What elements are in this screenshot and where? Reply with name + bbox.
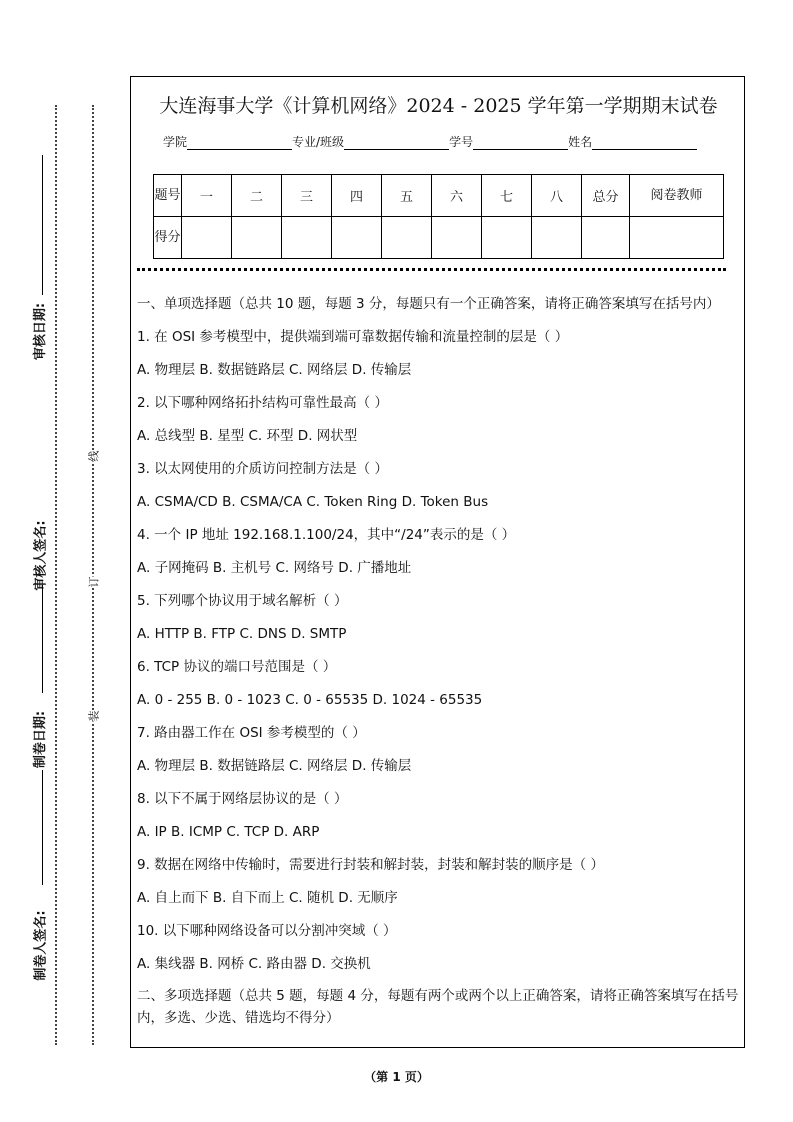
score-cell[interactable] — [382, 217, 432, 259]
major-field[interactable] — [344, 137, 449, 150]
student-info-row — [163, 133, 697, 150]
score-cell[interactable] — [182, 217, 232, 259]
score-cell[interactable] — [532, 217, 582, 259]
score-col-1: 一 — [182, 175, 232, 217]
score-col-2: 二 — [232, 175, 282, 217]
score-col-8: 八 — [532, 175, 582, 217]
paper-date-label: 制卷日期: — [33, 710, 49, 769]
score-cell[interactable] — [282, 217, 332, 259]
question-6: 6. TCP 协议的端口号范围是（ ） — [137, 659, 337, 675]
question-10-options: A. 集线器 B. 网桥 C. 路由器 D. 交换机 — [137, 956, 371, 972]
question-7: 7. 路由器工作在 OSI 参考模型的（ ） — [137, 725, 366, 741]
paper-date-line — [42, 770, 43, 885]
total-score-cell[interactable] — [582, 217, 630, 259]
student-id-field[interactable] — [473, 137, 568, 150]
reviewer-sign-label: 审核人签名: — [33, 520, 49, 591]
score-col-6: 六 — [432, 175, 482, 217]
question-2-options: A. 总线型 B. 星型 C. 环型 D. 网状型 — [137, 428, 358, 444]
score-col-3: 三 — [282, 175, 332, 217]
score-cell[interactable] — [232, 217, 282, 259]
reviewer-sign-line — [42, 585, 43, 693]
paper-maker-sign-label: 制卷人签名: — [33, 910, 49, 981]
binding-dotted-line-right — [92, 105, 94, 1045]
score-table-score-row — [154, 217, 724, 259]
binding-dotted-line-left — [55, 105, 57, 1045]
reviewer-label: 阅卷教师 — [630, 175, 724, 217]
question-8: 8. 以下不属于网络层协议的是（ ） — [137, 791, 348, 807]
score-col-7: 七 — [482, 175, 532, 217]
score-cell[interactable] — [482, 217, 532, 259]
student-id-label: 学号 — [449, 135, 474, 149]
question-8-options: A. IP B. ICMP C. TCP D. ARP — [137, 824, 320, 840]
question-4: 4. 一个 IP 地址 192.168.1.100/24，其中“/24”表示的是（ ） — [137, 527, 516, 543]
cut-mark-zhuang: 装 — [87, 710, 101, 722]
name-label: 姓名 — [568, 135, 593, 149]
total-score-label: 总分 — [582, 175, 630, 217]
question-9: 9. 数据在网络中传输时，需要进行封装和解封装，封装和解封装的顺序是（ ） — [137, 857, 604, 873]
major-label: 专业/班级 — [292, 135, 345, 149]
review-date-line — [42, 155, 43, 295]
question-3: 3. 以太网使用的介质访问控制方法是（ ） — [137, 461, 388, 477]
question-5-options: A. HTTP B. FTP C. DNS D. SMTP — [137, 626, 347, 642]
question-10: 10. 以下哪种网络设备可以分割冲突域（ ） — [137, 923, 397, 939]
question-number-label: 题号 — [154, 175, 182, 217]
exam-frame — [130, 76, 745, 1048]
page-number: （第 1 页） — [364, 1070, 429, 1084]
score-label: 得分 — [154, 217, 182, 259]
question-6-options: A. 0 - 255 B. 0 - 1023 C. 0 - 65535 D. 1024 - 65535 — [137, 692, 483, 708]
dotted-separator — [137, 268, 726, 271]
reviewer-cell[interactable] — [630, 217, 724, 259]
college-label: 学院 — [163, 135, 188, 149]
question-7-options: A. 物理层 B. 数据链路层 C. 网络层 D. 传输层 — [137, 758, 412, 774]
question-1: 1. 在 OSI 参考模型中，提供端到端可靠数据传输和流量控制的层是（ ） — [137, 329, 569, 345]
cut-mark-xian: 线 — [87, 450, 101, 462]
score-col-5: 五 — [382, 175, 432, 217]
exam-body — [137, 289, 742, 1035]
question-5: 5. 下列哪个协议用于域名解析（ ） — [137, 593, 348, 609]
question-3-options: A. CSMA/CD B. CSMA/CA C. Token Ring D. Token Bus — [137, 494, 489, 510]
college-field[interactable] — [187, 137, 292, 150]
score-cell[interactable] — [332, 217, 382, 259]
cut-mark-ding: 订 — [87, 576, 101, 588]
section-2-heading: 二、多项选择题（总共 5 题，每题 4 分，每题有两个或两个以上正确答案，请将正确答案填写在括号内，多选、少选、错选均不得分） — [137, 988, 739, 1026]
question-2: 2. 以下哪种网络拓扑结构可靠性最高（ ） — [137, 395, 388, 411]
score-cell[interactable] — [432, 217, 482, 259]
score-table-header-row — [154, 175, 724, 217]
review-date-label: 审核日期: — [33, 302, 49, 361]
score-table — [153, 174, 724, 259]
question-4-options: A. 子网掩码 B. 主机号 C. 网络号 D. 广播地址 — [137, 560, 412, 576]
score-col-4: 四 — [332, 175, 382, 217]
exam-title: 大连海事大学《计算机网络》2024 - 2025 学年第一学期期末试卷 — [159, 95, 718, 117]
question-9-options: A. 自上而下 B. 自下而上 C. 随机 D. 无顺序 — [137, 890, 398, 906]
section-1-heading: 一、单项选择题（总共 10 题，每题 3 分，每题只有一个正确答案，请将正确答案填写在括号内） — [137, 296, 720, 312]
name-field[interactable] — [592, 137, 697, 150]
question-1-options: A. 物理层 B. 数据链路层 C. 网络层 D. 传输层 — [137, 362, 412, 378]
